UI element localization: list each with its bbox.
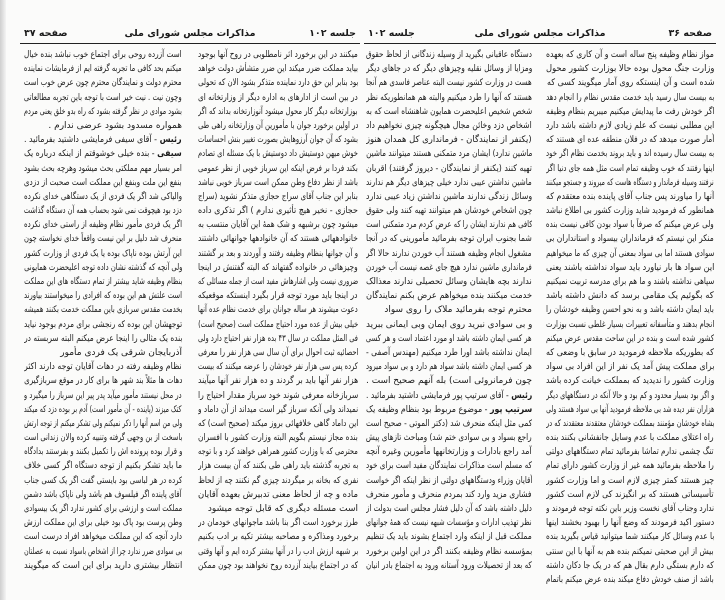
text-line: و آن جوانها بنظام وظیفه رفتند و آوردند و بعد بر گشتند [198, 248, 358, 259]
text-line: آمد راجع بادارات و وزارتخانهها مأمورین وغیره آنچه [366, 447, 532, 458]
text-line: ماشین نداشتن عیبی ندارد خیلی چیزهای دیگر هم ندارند [366, 177, 532, 188]
text-line: خدمت میکنند بنده میخواهم عرض بکنم نمایندگان [366, 291, 532, 302]
text-line: چون فرمانروئی است) بله آنهم صحیح است . [366, 376, 532, 387]
text-line: بوزارتخانه دیگر کار محول میشود آنوزارتخانه بداند که اگر [198, 106, 358, 117]
text-line: آقایان وزراء ودستگاههای دولتی از نظر اینکه اگر خواست [366, 475, 532, 486]
text-line: بشود موادی در نظر گرفته بشود که راه بدو خلق یعنی مردم [24, 106, 182, 117]
speaker-name: رئیس [510, 390, 532, 401]
text-line: شخص شخیص اعلیحضرت همایون شاهنشاه است که به [366, 106, 532, 117]
text-column-left [366, 48, 532, 573]
text-column-right [546, 48, 714, 587]
text-line: کرده در هر لباسی بود بایستی گفت اگر یک کسی جناب [24, 475, 182, 486]
text-line: و بی سوادی نبرید روی ایمان وبی ایمانی ببرید [366, 319, 532, 330]
text-line: منکر این نیستم که فرمانداران بیسواد و استانداران بی [546, 234, 714, 245]
text-line: آنها را میاورند پس جناب آقای پاینده بنده معتقدم که [546, 191, 714, 202]
text-line: والیاکی شد اگر یک فردی از یک دستگاهی خدای نکرده [24, 191, 182, 202]
text-line: فی المثل مملکت در سال ۴۳ بده هزار نفر احتیاج دارد ولی [198, 333, 358, 344]
text-line: همانطور که فرمودید شاید وزارت کشور بی اطلاع نباشد [546, 206, 714, 217]
text-line [366, 389, 532, 403]
speech-text: - آقای سیفی فرمایشی داشتید بفرمائید . [24, 135, 160, 146]
text-line: هر کسی ایمان داشته باشد سواد هم دارد و بی سواد میرود [366, 362, 532, 373]
text-line: ضروری نیست ولی اشارهاش مفید است از جمله مسائلی که [198, 277, 358, 287]
text-line: باسخت از بن وجهی گرفته وتنبیه کرده والان زندانی است [24, 433, 182, 444]
text-line: به بیست سال رسید باید خدمت مقدس نظام را انجام دهد [546, 92, 714, 103]
text-line: سوادی هستند اما بی سواد بمعنی آن چیزی که ما میخواهیم [546, 248, 714, 259]
text-column-left [24, 48, 182, 573]
text-line: بر شبهه ارزش ادب را در آنها بیشتر کرده ایم و آنها وقتی [198, 546, 358, 557]
text-line: کرده پس سی هزار نفر خودشان را عرضه میکنند که بیست [198, 362, 358, 373]
text-line: شده است و آن اینستکه روی آمار میگویند کسی که [546, 78, 714, 89]
text-line: برای مملکت پیش آمد یک نفر از این افراد بی سواد [546, 362, 714, 373]
text-line: وسائل زندگی ندارند ماشین نداشتن زیاد عیبی ندارد [366, 191, 532, 202]
text-line: که بعد از تحصیلات ورود آستانه ورود به اجتماع بادر انیان [366, 560, 532, 571]
text-line: در اولین برخورد جوان با مأمورین آن وزارتخانه راهی طی [198, 120, 358, 131]
text-line: ایمان نداشته باشد اورا طرد میکنیم (مهندس آصفی - [366, 347, 532, 358]
text-line: تنگ چشمی ندارم تماشا بفرمائید تمام دستگاههای دولتی [546, 447, 714, 458]
text-line: تأسیساتی هستند که بر انگیزند کی لازم است کشور [546, 489, 714, 500]
text-line: محترم دولت و نمایندگان محترم چون عرض خوب است [24, 78, 182, 89]
text-line: به بیست سال رسیده اند و باید بروند بخدمت نظام اگر خود [546, 149, 714, 160]
text-line: همواره مسدود بشود عرضی ندارم . [48, 120, 182, 131]
text-line: بشاه خودشان مؤمنند بمملکت خودشان معتقدند معتقدند که در [546, 418, 714, 429]
text-line: هزاران نفر دیده شد بی ملاحظه فرمودید آنها بی سواد هستند ولی [546, 404, 714, 415]
header-rule [364, 43, 716, 44]
text-line: بنفع این ملت وبنفع این مملکت است صحبت از دزدی [24, 177, 182, 188]
text-line: در بین است از ادارهای به اداره دیگر از وزارتخانه ای [198, 92, 358, 103]
text-line: خیلی بیش از عده مورد احتیاج مملکت است (صحیح است) [198, 319, 358, 330]
text-line: راه اعتلای مملکت با عدم وسایل جانفشانی بکنند بنده [546, 433, 714, 444]
text-line: محترمی که با وزارت کشور همراهی خواهند کرد و با توجه [198, 447, 358, 458]
text-line: آقای پاینده اگر فیلسوف هم باشد ولی ناپاک باشد دشمن [24, 489, 182, 500]
text-line: مملکت است و ارزشی برای کشور ندارد اگر یک بیسوادی [24, 504, 182, 514]
text-line: بنده مجاز نیستم بگویم البته وزارت کشور با افسران [198, 433, 358, 444]
header-rule [20, 43, 360, 44]
text-line: هستند که آنها را طرد میکنیم والبته هم همانطوریکه نظر [366, 92, 532, 103]
text-line: ندارند بچه هایشان وسائل تحصیلی ندارند معذالک [366, 277, 532, 287]
page-header [364, 28, 716, 42]
text-line: محترم توجه بفرمائید ملاک را روی سواد [384, 305, 532, 316]
text-line: اشخاص دزد وخائن مجال هیچگونه چیزی نخواهیم داد [366, 120, 532, 131]
text-line: آمار صورت میدهد که در فلان منطقه عده ای هستند که [546, 135, 714, 146]
text-line: مملکت قبل از اینکه وارد اجتماع بشوند باید یک تنظیم [366, 532, 532, 543]
text-line: مشغول انجام وظیفه هستند آب خوردن ندارند حالا اگر [366, 248, 532, 259]
text-line: بود بنابر این حق دارد نماینده متذکر بشود الان که تحولی [198, 78, 358, 89]
text-line: بیش از این صحبتی نمیکنم بنده هم به آنها با این سنتی [546, 546, 714, 557]
text-line: (یکنفر از نمایندگان - فرمانداری کل همدان هنوز [366, 135, 532, 146]
text-line: وچون نیت . نیت خیر است با توجه باین تجربه مطالعاتی [24, 92, 182, 103]
text-line: دعوت میشوند هر ساله جوانان برای خدمت نظام عده آنها [198, 305, 358, 316]
text-line: نظر تهذیب ادارات و مؤسسات شبهه نیست که همهٔ جوانهای [366, 518, 532, 529]
speaker-name: سیفی [157, 149, 182, 160]
text-line: برخورد ومذاکره و مصاحبه بیشتر تکیه بر ادب بکنیم [198, 532, 358, 543]
text-line: هر کسی ایمان داشته باشد او مورد اعتماد است و هر کسی [366, 333, 532, 344]
text-line: میکنند در این برخورد اثر نامطلوبی در روح آنها بوجود [198, 50, 358, 60]
right-page [364, 0, 716, 600]
text-line: این مطلبی نیست که علم زیادی لازم داشته باشد دارد [546, 120, 714, 131]
text-line: حجازی - نخیر هیچ تأثیری ندارم ) اگر تذکری داده [198, 206, 358, 217]
text-line: که در اجتماع بیایند آزرده روح نخواهند بود چون ممکن [198, 560, 358, 571]
text-line: دستگاه عاقبانی بگیرید از وسیله زندگانی از لحاظ حقوق [366, 50, 532, 60]
text-line: دستور اکید فرمودند که وضع آنها را بهبود بخشند اینها [546, 518, 714, 529]
text-line: را ملاحظه بفرمائید همه غیر از وزارت کشور دارای تمام [546, 461, 714, 472]
text-line: میشود چون برشبهه و شک همهٔ این آقایان منتسب به [198, 220, 358, 231]
text-line: که بطوریکه ملاحظه فرمودید در سابق با وضعی که [546, 347, 714, 358]
scan-edge [0, 0, 6, 600]
text-line: بنظام وظیفه شاید بیشتر از تمام دستگاه های این مملکت [24, 277, 182, 287]
text-line: ماده و چه از لحاظ معنی تدبیرش بعهده آقایان [198, 489, 358, 500]
text-line: مواز نظام وظیفه پنج ساله است و آن کاری که بعهده [546, 50, 714, 60]
text-line: ما باید تشکر بکنیم از توجه دستگاه اگر کسی خلاف [24, 461, 182, 472]
text-line: خوش میهن دوستیش داد دوستیش با یک مسئله ای تصادم [198, 149, 358, 160]
text-line: نرفتند وسیله فرماندار و دستگاه هاست که میروند و جستجو میکنند [546, 177, 714, 188]
text-line: چیز هستند کمتر چیزی لازم است و اما وزارت کشور [546, 475, 714, 486]
text-line: اینها رفتند که خوب وظیفه تمام است مثل همه جای دنیا اگر [546, 163, 714, 174]
text-line: شما بجنوب ایران توجه بفرمائید مأمورینی که در آنجا [366, 234, 532, 245]
text-line: اگر یک فردی مأمور نظام وظیفه از راستی خدای نکرده [24, 220, 182, 231]
left-page [20, 0, 360, 600]
text-line: ولی من اسم آنها را ذکر نمیکنم ولی تشکر میکنم از توجه ارتش [24, 418, 182, 429]
text-line [24, 133, 182, 147]
text-line: نظام وظیفه رفته در دهات آقایان توجه دارند اکثر [24, 362, 182, 373]
text-line: بنابر این جناب آقای سراج حجازی متذکر نشوید (سراج [198, 191, 358, 202]
text-line: ولی عرض میکنم که صرفاً با سواد بودن کافی نیست بنده [546, 220, 714, 231]
text-line: راجع بسواد و بی سوادی ختم شد) ومباحث تازهای پیش [366, 433, 532, 444]
text-line: نمیداند ولی آنکه سرباز گیر است میداند از آن داماد و [198, 404, 358, 415]
text-line: که مسلم است مذاکرات نمایندگان مفید است برای خود [366, 461, 532, 472]
speech-text: - موضوع مربوط بود بنظام وظیفه یک [366, 404, 490, 415]
text-line: کافی هم ندارند ایشان را که عرض کردم مرد متمکنی است [366, 220, 532, 231]
text-line: کشور شده است و بنده در این ساحت مقدس عرض میکنم [546, 333, 714, 344]
text-line: است آزرده روحی برای اجتماع خوب نباشد بنده خیال [24, 50, 182, 60]
text-line: باشد از نظر دفاع وطن ممکن است سرباز خوبی نباشد [198, 177, 358, 188]
text-line: اگر خودش رفت ما پیدایش میکنیم میبریم بنظام وظیفه [546, 106, 714, 117]
text-line: خانوادههائی هستند که آن خانوادهها جوانهائی داشتند [198, 234, 358, 245]
text-line: نفری که بخانه بر میگردند چیزی گم نکنند چه از لحاظ [198, 475, 358, 486]
text-line: دهات ها مثلاً بند شهر ها برای کار در موقع سربازگیری [24, 376, 182, 387]
text-line: سربازخانه معرفی شوند خود سرباز مقدار احتیاج را [198, 390, 358, 401]
text-line: دارد آنچه که این مملکت میخواهد افراد درست است [24, 532, 182, 543]
text-line: ومزایا از وسائل نقلیه وچیزهای دیگر که در جاهای دیگر [366, 64, 532, 75]
text-line: تهیه کنند (یکنفر از نمایندگان - دیروز گرفتند) اقربان [366, 163, 532, 174]
speech-text: - آقای سرتیپ پور فرمایشی داشتید بفرمائید . [366, 390, 511, 401]
text-line: ولی آنچه که گذشته نشان داده توجه اعلیحضرت همایونی [24, 262, 182, 273]
publication-title: مذاکرات مجلس شورای ملی [474, 28, 606, 39]
text-line: چون اشخاص خودشان هم میتوانند تهیه کنند ولی حقوق [366, 206, 532, 217]
text-line: در محل نیستند مأمور میآید پدر پیر این سرباز را میگیرد و [24, 390, 182, 401]
text-line: وزارت جنگ محول بوده حالا بوزارت کشور محول [546, 64, 714, 75]
text-line: میکنم بحد کافی ما تجربه گرفته ایم از فرمایشات نماینده [24, 64, 182, 75]
text-line: است مسئله دیگری که قابل توجه میشود [207, 504, 358, 514]
page-header [20, 28, 360, 42]
text-line: به تجربه گذشته باید راهی طی بکنند که آن بیست هزار [198, 461, 358, 472]
text-line: ندارد وجناب آقای نخست وزیر باین نکته توجه فرمودند و [546, 504, 714, 514]
text-line: در اینجا باید مورد توجه قرار بگیرد اینستکه موقعیکه [198, 291, 358, 302]
text-line: امر بسیار مهم مملکتی بحث میشود وهرچه بحث بشود [24, 163, 182, 174]
page-number: صفحه ۳۷ [24, 28, 68, 39]
text-line: باید ایمان داشته باشد و به نحو احسن وظیفه خودشان را [546, 305, 714, 316]
text-line: بیاید مملکت ضرر میکند این ضرر متشأش دولت خواهد [198, 64, 358, 75]
text-line: طرز برخورد است اگر بنا باشد ماجوانهای خودمان در [198, 518, 358, 529]
text-line: کمی مثل اینکه منحرف شد (دکتر الموتی - صحیح است [366, 418, 532, 429]
page-number: صفحه ۳۶ [668, 28, 712, 39]
text-line: هزار نفر آنها باید بر گردند و ده هزار نفر آنها میآیند [198, 376, 358, 387]
text-line: بکند فردا بر فرض اینکه این سرباز خوبی از نظر عمومی [198, 163, 358, 174]
text-line: توجهشان این بوده که رنجشی برای مردم بوجود نیاید [24, 319, 182, 330]
speech-text: - بنده خیلی خوشوقتم از اینکه درباره یک [24, 149, 158, 160]
text-line: باشد از صنف خودش دفاع میکند بنده عرض میکنم باتمام [546, 574, 714, 585]
text-column-right [198, 48, 358, 573]
text-line: وچیزهائی در خانواده گفتهاند که البته گفتنش در اینجا [198, 262, 358, 273]
text-line: وزارت کشور را ندیدید که بمملکت خیانت کرده باشد [546, 376, 714, 387]
text-line: بخدمت مقدس سربازی باین مملکت خدمت بکنند همیشه [24, 305, 182, 316]
text-line: با عدم وسائل کار میکنند شما میتوانید قیاس بگیرید بنده [546, 532, 714, 543]
text-line: انجام بدهند و متأسفانه تعبیرات بسیار غلطی نسبت بوزارت [546, 319, 714, 330]
session-number: جلسه ۱۰۲ [368, 28, 415, 39]
text-line: انتظار بیشتری دارید برای این است که میگویند [24, 560, 182, 571]
text-line: دلیل داشته باشد که آن دلیل فشار مجلس است بدولت از [366, 504, 532, 514]
speaker-name: سرتیپ پور [489, 404, 532, 415]
text-line: وطن پرست بود پاک بود خیلی برای این مملکت ارزش [24, 518, 182, 529]
text-line: که بگوئیم یک مقامی برسد که دانش داشته باشد [546, 291, 714, 302]
speaker-name: رئیس [159, 135, 182, 146]
text-line [24, 147, 182, 161]
text-line: بنده یک مثالی را اینجا عرض میکنم البته سربسته در [24, 333, 182, 344]
text-line: فشاری مزید وارد کند بمردم منحرف و مأمور منحرف [366, 489, 532, 500]
text-line [366, 403, 532, 417]
text-line: ماشین ندارد) ایشان مرد متمکنی هستند میتوانند ماشین [366, 149, 532, 160]
text-line: و قرار بوده پرونده اش را تکمیل بکنند و بفرستند بدادگاه [24, 447, 182, 458]
text-line: این داماد گاهی خلافهائی بروز میکند (صحیح است) که [198, 418, 358, 429]
text-line: آذربایجان شرقی یک فردی مأمور [60, 347, 182, 358]
text-line: بمؤسسه نظام وظیفه بکنند اگر در این اولین برخورد [366, 546, 532, 557]
text-line: بی سوادی ضرر ندارد چرا از اشخاص باسواد نسبت به عصلتان [24, 546, 182, 557]
text-line: هست در وزارت کشور نیست البته عناصر فاسدی هم آنجا [366, 78, 532, 89]
text-line: فرمانداری ماشین ندارد هیچ جای غصه نیست آب خوردن [366, 262, 532, 273]
text-line: و اگر بود بسیار محدود و کم بود و حالا آنکه در دستگاههای دیگر [546, 390, 714, 401]
text-line: بشود که آن جوان آرزوهایش بصورت تغییر بنش احساسات [198, 135, 358, 146]
text-line: که دارم بستگی دارم بقال هم که در یک جا دکان داشته [546, 560, 714, 571]
session-number: جلسه ۱۰۲ [309, 28, 356, 39]
text-line: منحرف شد دلیل بر این نیست واقعاً خدای نخواسته چون [24, 234, 182, 245]
text-line: سپاهی نداشته باشند و ما هم برای مدرسه تربیت نمیکنیم [546, 277, 714, 287]
text-line: این آرتش بوده ناپاک بوده یا یک فردی از وزارت کشور [24, 248, 182, 259]
text-line: کتک میزند (پاینده - آن مأمور است) آدم بر بوده دزد که میکند [24, 404, 182, 415]
text-line: این سواد ها بار نیاورد باید سواد نداشته باشند یعنی [546, 262, 714, 273]
publication-title: مذاکرات مجلس شورای ملی [124, 28, 256, 39]
text-line: است علتش هم این بوده که افرادی را میخواستند بیاورند [24, 291, 182, 302]
text-line: احصائیه ثبت احوال برای آن سال سی هزار نفر را معرفی [198, 347, 358, 358]
text-line: دزد بود هیچوقت نمی شود بحساب همه آن دستگاه گذاشت [24, 206, 182, 217]
